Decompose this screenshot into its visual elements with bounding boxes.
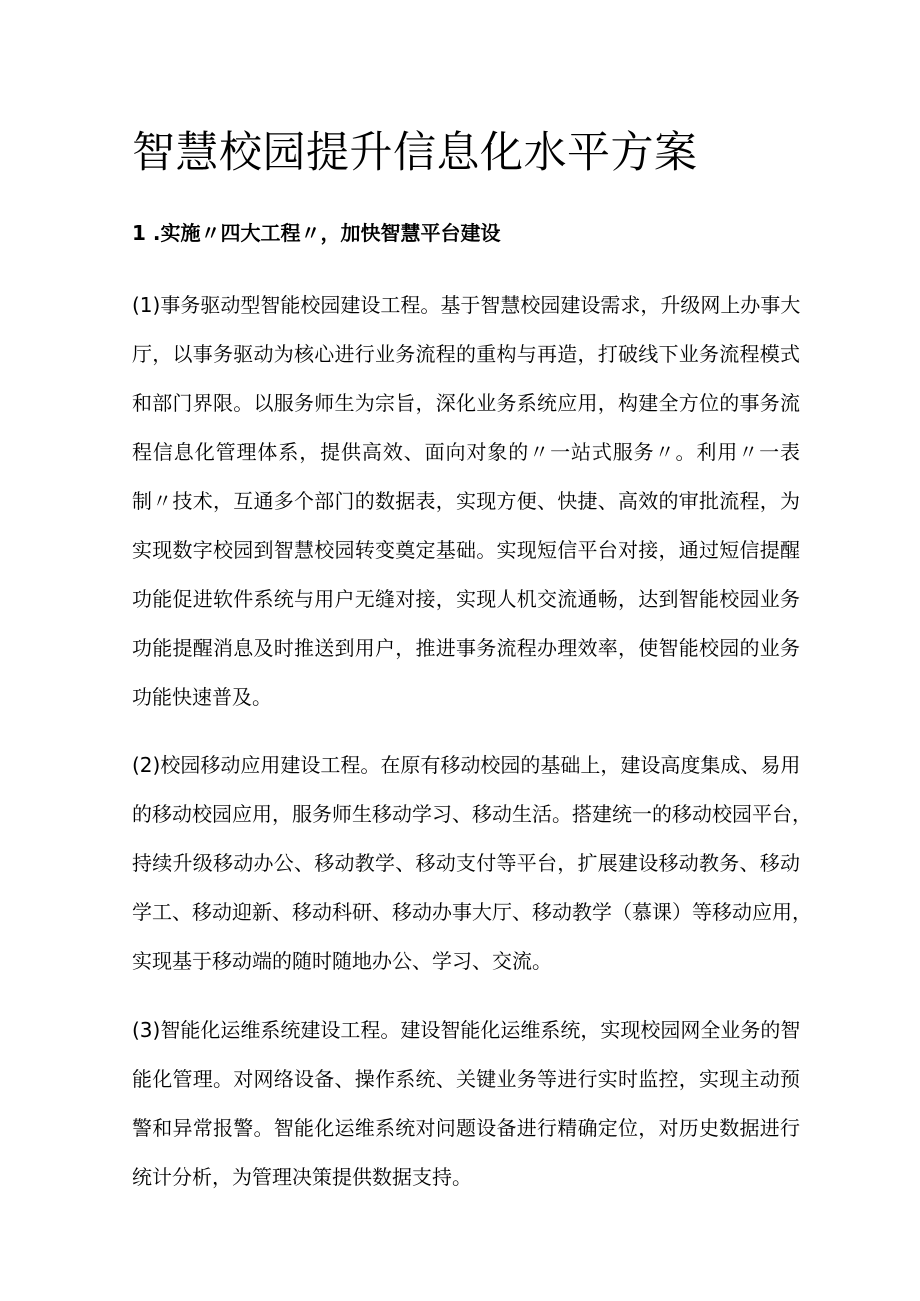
paragraph-line: 的移动校园应用，服务师生移动学习、移动生活。搭建统一的移动校园平台， xyxy=(132,802,812,826)
paragraph-line: 实现基于移动端的随时随地办公、学习、交流。 xyxy=(132,949,552,973)
paragraph-line: (1)事务驱动型智能校园建设工程。基于智慧校园建设需求，升级网上办事大 xyxy=(132,293,801,317)
paragraph-line: (2)校园移动应用建设工程。在原有移动校园的基础上，建设高度集成、易用 xyxy=(132,753,801,777)
paragraph-line: 警和异常报警。智能化运维系统对问题设备进行精确定位，对历史数据进行 xyxy=(132,1116,800,1140)
paragraph-line: 厅，以事务驱动为核心进行业务流程的重构与再造，打破线下业务流程模式 xyxy=(132,342,800,366)
paragraph-line: 制〃技术，互通多个部门的数据表，实现方便、快捷、高效的审批流程，为 xyxy=(132,489,800,513)
paragraph-line: 功能快速普及。 xyxy=(132,685,272,709)
paragraph-line: 持续升级移动办公、移动教学、移动支付等平台，扩展建设移动教务、移动 xyxy=(132,851,800,875)
paragraph-line: 实现数字校园到智慧校园转变奠定基础。实现短信平台对接，通过短信提醒 xyxy=(132,538,800,562)
paragraph-line: 程信息化管理体系，提供高效、面向对象的〃一站式服务〃。利用〃一表 xyxy=(132,440,800,464)
paragraph-line: 学工、移动迎新、移动科研、移动办事大厅、移动教学（慕课）等移动应用， xyxy=(132,900,812,924)
paragraph-line: (3)智能化运维系统建设工程。建设智能化运维系统，实现校园网全业务的智 xyxy=(132,1018,801,1042)
section-heading: 1 .实施〃四大工程〃，加快智慧平台建设 xyxy=(132,221,501,245)
paragraph-line: 能化管理。对网络设备、操作系统、关键业务等进行实时监控，实现主动预 xyxy=(132,1067,800,1091)
paragraph-line: 功能促进软件系统与用户无缝对接，实现人机交流通畅，达到智能校园业务 xyxy=(132,587,800,611)
document-title: 智慧校园提升信息化水平方案 xyxy=(132,128,698,178)
paragraph-intelligent-ops xyxy=(132,1006,800,1202)
paragraph-mobile-campus xyxy=(132,741,812,986)
paragraph-line: 功能提醒消息及时推送到用户，推进事务流程办理效率，使智能校园的业务 xyxy=(132,636,800,660)
paragraph-line: 和部门界限。以服务师生为宗旨，深化业务系统应用，构建全方位的事务流 xyxy=(132,391,800,415)
paragraph-affairs-driven-campus xyxy=(132,281,800,722)
paragraph-line: 统计分析，为管理决策提供数据支持。 xyxy=(132,1165,472,1189)
